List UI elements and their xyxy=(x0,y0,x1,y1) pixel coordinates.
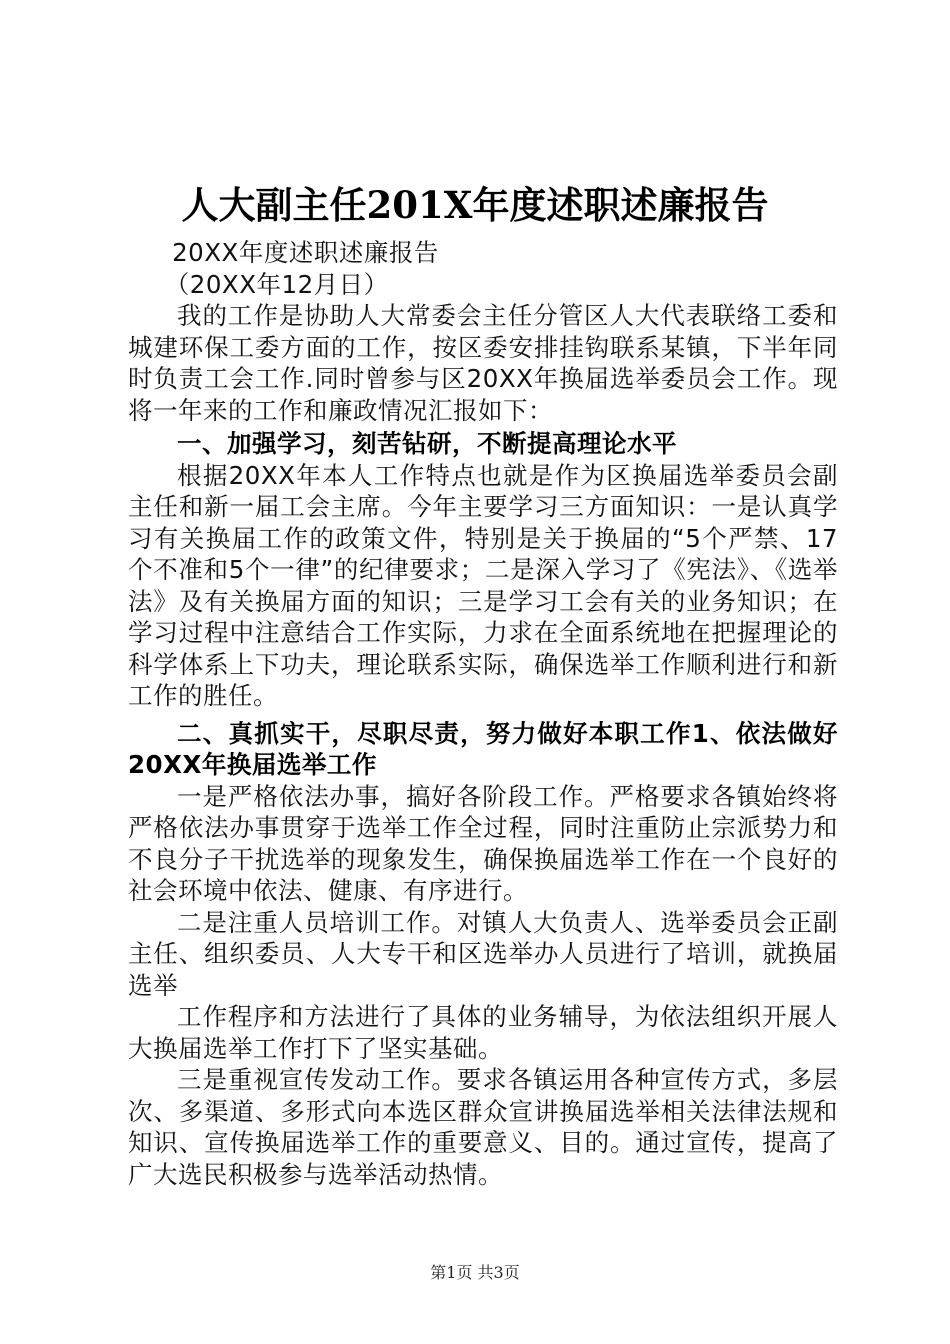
section-heading-2: 二、真抓实干，尽职尽责，努力做好本职工作1、依法做好20XX年换届选举工作 xyxy=(128,718,838,779)
paragraph-study: 根据20XX年本人工作特点也就是作为区换届选举委员会副主任和新一届工会主席。今年主要学习三方面知识：一是认真学习有关换届工作的政策文件，特别是关于换届的“5个严禁、17个不准和5个一律”的纪律要求；二是深入学习了《宪法》、《选举法》及有关换届方面的知识；三是学习工会有关的业务知识；在学习过程中注意结合工作实际，力求在全面系统地在把握理论的科学体系上下功夫，理论联系实际，确保选举工作顺利进行和新工作的胜任。 xyxy=(128,460,838,710)
paragraph-publicity: 三是重视宣传发动工作。要求各镇运用各种宣传方式，多层次、多渠道、多形式向本选区群众宣讲换届选举相关法律法规和知识、宣传换届选举工作的重要意义、目的。通过宣传，提高了广大选民积极参与选举活动热情。 xyxy=(128,1065,838,1189)
document-title: 人大副主任201X年度述职述廉报告 xyxy=(181,183,769,227)
page-footer: 第1页 共3页 xyxy=(430,1263,520,1282)
document-body xyxy=(128,237,838,1190)
section-heading-1: 一、加强学习，刻苦钻研，不断提高理论水平 xyxy=(177,429,677,458)
paragraph-procedure: 工作程序和方法进行了具体的业务辅导，为依法组织开展人大换届选举工作打下了坚实基础。 xyxy=(128,1002,838,1063)
report-date: （20XX年12月日） xyxy=(164,269,389,299)
paragraph-law: 一是严格依法办事，搞好各阶段工作。严格要求各镇始终将严格依法办事贯穿于选举工作全过程，同时注重防止宗派势力和不良分子干扰选举的现象发生，确保换届选举工作在一个良好的社会环境中依法、健康、有序进行。 xyxy=(128,781,838,905)
paragraph-training: 二是注重人员培训工作。对镇人大负责人、选举委员会正副主任、组织委员、人大专干和区选举办人员进行了培训，就换届选举 xyxy=(128,907,838,1000)
paragraph-intro: 我的工作是协助人大常委会主任分管区人大代表联络工委和城建环保工委方面的工作，按区委安排挂钩联系某镇，下半年同时负责工会工作.同时曾参与区20XX年换届选举委员会工作。现将一年来的工作和廉政情况汇报如下： xyxy=(128,301,838,425)
report-subtitle: 20XX年度述职述廉报告 xyxy=(172,238,439,267)
